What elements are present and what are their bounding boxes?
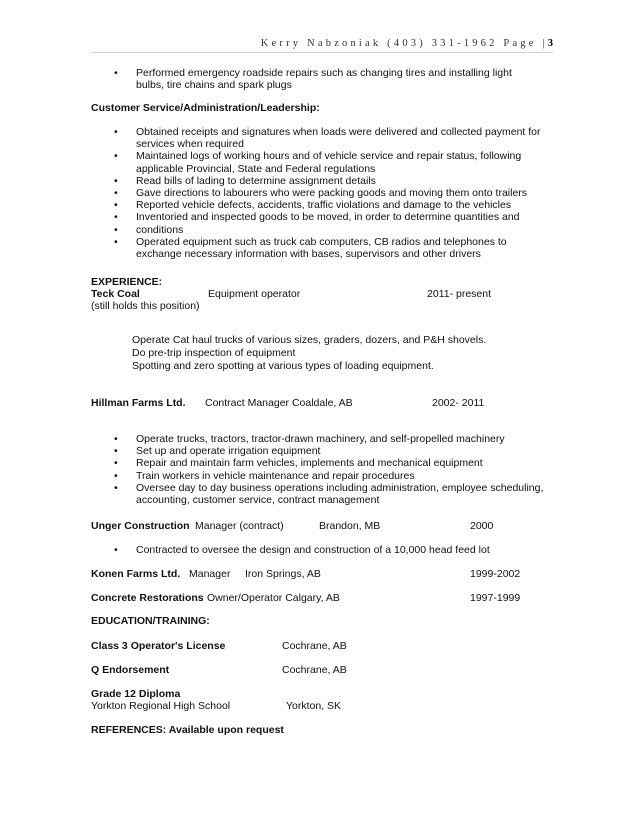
- unger-company: Unger Construction: [91, 520, 190, 532]
- list-item: • Train workers in vehicle maintenance and repair procedures: [114, 470, 544, 482]
- hillman-dates: 2002- 2011: [432, 397, 485, 409]
- hillman-title: Contract Manager Coaldale, AB: [205, 397, 353, 409]
- header-text: Kerry Nabzoniak (403) 331-1962 Page |: [260, 38, 548, 49]
- konen-dates: 1999-2002: [470, 568, 521, 580]
- konen-location: Iron Springs, AB: [245, 568, 321, 580]
- list-item: • Operated equipment such as truck cab computers, CB radios and telephones to exchange necessary information with bases, supervisors and other drivers: [114, 236, 544, 260]
- grade12-school: Yorkton Regional High School: [91, 700, 231, 712]
- teck-dates: 2011- present: [427, 288, 492, 300]
- list-item: • Performed emergency roadside repairs such as changing tires and installing light bulbs, tire chains and spark plugs: [114, 67, 524, 91]
- qend-name: Q Endorsement: [91, 664, 170, 676]
- header-divider: [91, 52, 553, 53]
- intro-bullet-list: [114, 67, 524, 91]
- class3-name: Class 3 Operator's License: [91, 640, 226, 652]
- list-item: • Oversee day to day business operations including administration, employee scheduling, accounting, customer service, contract management: [114, 482, 544, 506]
- customer-service-bullet-list: [114, 126, 544, 260]
- class3-location: Cochrane, AB: [282, 640, 347, 652]
- list-item: • Set up and operate irrigation equipment: [114, 445, 544, 457]
- page-number: 3: [547, 38, 553, 49]
- concrete-dates: 1997-1999: [470, 592, 521, 604]
- teck-line: Operate Cat haul trucks of various sizes, graders, dozers, and P&H shovels.: [132, 334, 487, 346]
- konen-company: Konen Farms Ltd.: [91, 568, 181, 580]
- unger-bullet-list: [114, 544, 544, 556]
- grade12-name: Grade 12 Diploma: [91, 688, 181, 700]
- list-item: • Operate trucks, tractors, tractor-drawn machinery, and self-propelled machinery: [114, 433, 544, 445]
- list-item: • Reported vehicle defects, accidents, traffic violations and damage to the vehicles: [114, 199, 544, 211]
- unger-dates: 2000: [470, 520, 494, 532]
- references: REFERENCES: Available upon request: [91, 724, 284, 736]
- list-item: • Repair and maintain farm vehicles, implements and mechanical equipment: [114, 457, 544, 469]
- qend-location: Cochrane, AB: [282, 664, 347, 676]
- concrete-title: Owner/Operator Calgary, AB: [207, 592, 340, 604]
- unger-location: Brandon, MB: [319, 520, 381, 532]
- grade12-location: Yorkton, SK: [286, 700, 342, 712]
- list-item: • Gave directions to labourers who were packing goods and moving them onto trailers: [114, 187, 544, 199]
- list-item: • Maintained logs of working hours and of vehicle service and repair status, following applicable Provincial, State and Federal regulations: [114, 150, 544, 174]
- page-header: [261, 38, 553, 49]
- hillman-bullet-list: [114, 433, 544, 506]
- konen-title: Manager: [189, 568, 231, 580]
- concrete-company: Concrete Restorations: [91, 592, 204, 604]
- section-heading-experience: EXPERIENCE:: [91, 276, 163, 288]
- list-item: • Contracted to oversee the design and construction of a 10,000 head feed lot: [114, 544, 544, 556]
- teck-title: Equipment operator: [208, 288, 301, 300]
- list-item: • Inventoried and inspected goods to be moved, in order to determine quantities and: [114, 211, 544, 223]
- unger-title: Manager (contract): [195, 520, 284, 532]
- list-item: • Obtained receipts and signatures when loads were delivered and collected payment for services when required: [114, 126, 544, 150]
- section-heading-education: EDUCATION/TRAINING:: [91, 615, 210, 627]
- teck-line: Spotting and zero spotting at various types of loading equipment.: [132, 360, 434, 372]
- list-item: • Read bills of lading to determine assignment details: [114, 175, 544, 187]
- teck-company: Teck Coal: [91, 288, 140, 300]
- teck-line: Do pre-trip inspection of equipment: [132, 347, 296, 359]
- teck-note: (still holds this position): [91, 300, 200, 312]
- hillman-company: Hillman Farms Ltd.: [91, 397, 186, 409]
- section-heading-customer-service: Customer Service/Administration/Leadership:: [91, 102, 320, 114]
- list-item: • conditions: [114, 224, 544, 236]
